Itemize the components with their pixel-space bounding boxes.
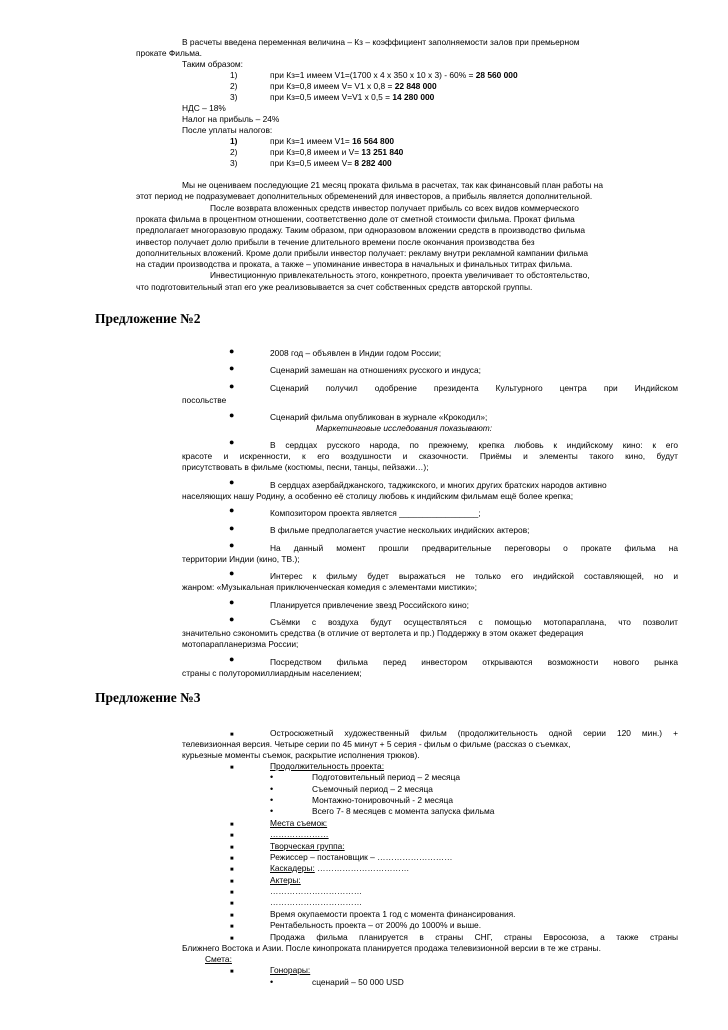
calc-item-num: 2): [230, 81, 238, 91]
bullet-icon: •: [270, 784, 274, 794]
places-heading: Места съемок:: [270, 818, 328, 828]
para-2-line-6: на стадии производства и проката, а также – упоминание инвестора в начальных и финальных титрах фильма.: [136, 259, 573, 269]
square-bullet-icon: ■: [230, 856, 234, 862]
bullet-icon: ●: [229, 363, 235, 373]
square-bullet-icon: ■: [230, 867, 234, 873]
bullet-icon: ●: [229, 505, 235, 515]
bullet-icon: ●: [229, 381, 235, 391]
proposal-2-heading: Предложение №2: [95, 311, 201, 326]
bullet-icon: ●: [229, 540, 235, 550]
after-item-num: 2): [230, 147, 238, 157]
proposal-2-item: Планируется привлечение звезд Российского кино;: [270, 600, 469, 610]
proposal-2-item-cont: мотопарапланеризма России;: [182, 639, 299, 649]
calc-item: при Кз=0,8 имеем V= V1 х 0,8 = 22 848 000: [270, 81, 437, 91]
after-item: при Кз=0,5 имеем V= 8 282 400: [270, 158, 392, 168]
square-bullet-icon: ■: [230, 822, 234, 828]
crew-director: Режиссер – постановщик – ………………………: [270, 852, 453, 862]
proposal-2-item: Посредством фильма перед инвестором открываются возможности нового рынка: [270, 657, 678, 667]
square-bullet-icon: ■: [230, 845, 234, 851]
crew-actors: Актеры:: [270, 875, 301, 885]
sale-line-cont: Ближнего Востока и Азии. После кинопроката планируется продажа телевизионной версии в те же страны.: [182, 943, 601, 953]
sale-line: Продажа фильма планируется в страны СНГ, страны Евросоюза, а также страны: [270, 932, 678, 942]
calc-item: при Кз=1 имеем V1=(1700 х 4 х 350 х 10 х 3) - 60% = 28 560 000: [270, 70, 518, 80]
proposal-2-item-cont: населяющих нашу Родину, а особенно её столицу любовь к индийским фильмам ещё более крепка;: [182, 491, 574, 501]
para-3-line-2: что подготовительный этап его уже реализовывается за счет собственных средств авторской группы.: [136, 282, 533, 292]
duration-item: Подготовительный период – 2 месяца: [312, 772, 461, 782]
crew-heading: Творческая группа:: [270, 841, 345, 851]
proposal-2-item: На данный момент прошли предварительные переговоры о прокате фильма на: [270, 543, 678, 553]
square-bullet-icon: ■: [230, 732, 234, 738]
calc-intro-cont: прокате Фильма.: [136, 48, 202, 58]
bullet-icon: ●: [229, 614, 235, 624]
after-item: при Кз=1 имеем V1= 16 564 800: [270, 136, 395, 146]
budget-heading: Смета:: [205, 954, 232, 964]
bullet-icon: ●: [229, 568, 235, 578]
square-bullet-icon: ■: [230, 765, 234, 771]
proposal-2-item: 2008 год – объявлен в Индии годом России;: [270, 348, 442, 358]
para-2-line-4: инвестор получает долю прибыли в течение длительного времени после окончания производства без: [136, 237, 535, 247]
square-bullet-icon: ■: [230, 936, 234, 942]
proposal-2-item: Композитором проекта является _________________;: [270, 508, 481, 518]
bullet-icon: ●: [229, 523, 235, 533]
after-tax-line: После уплаты налогов:: [182, 125, 273, 135]
duration-item: Съемочный период – 2 месяца: [312, 784, 433, 794]
crew-actor-placeholder: ……………………………: [270, 897, 363, 907]
proposal-2-item-cont: территории Индии (кино, ТВ.);: [182, 554, 300, 564]
bullet-icon: •: [270, 806, 274, 816]
proposal-2-item: Интерес к фильму будет выражаться не только его индийской составляющей, но и: [270, 571, 678, 581]
bullet-icon: ●: [229, 597, 235, 607]
crew-actor-placeholder: ……………………………: [270, 886, 363, 896]
proposal-2-item: Сценарий замешан на отношениях русского и индуса;: [270, 365, 481, 375]
proposal-2-item: Сценарий получил одобрение президента Культурного центра при Индийском: [270, 383, 678, 393]
proposal-2-item-cont: значительно сэкономить средства (в отличие от вертолета и пр.) Поддержку в этом окажет федерация: [182, 628, 584, 638]
para-3-line-1: Инвестиционную привлекательность этого, конкретного, проекта увеличивает то обстоятельство,: [210, 270, 590, 280]
bullet-icon: ●: [229, 477, 235, 487]
proposal-2-item: Сценарий фильма опубликован в журнале «Крокодил»;: [270, 412, 488, 422]
marketing-note: Маркетинговые исследования показывают:: [316, 423, 493, 433]
proposal-2-item: Съёмки с воздуха будут осуществляться с помощью мотопараплана, что позволит: [270, 617, 678, 627]
bullet-icon: ●: [229, 410, 235, 420]
places-value: …………………: [270, 829, 329, 839]
calc-item-num: 1): [230, 70, 238, 80]
bullet-icon: •: [270, 795, 274, 805]
bullet-icon: •: [270, 977, 274, 987]
square-bullet-icon: ■: [230, 913, 234, 919]
calc-intro: В расчеты введена переменная величина – Кз – коэффициент заполняемости залов при премьерном: [182, 37, 580, 47]
square-bullet-icon: ■: [230, 969, 234, 975]
calc-item: при Кз=0,5 имеем V=V1 х 0,5 = 14 280 000: [270, 92, 435, 102]
proposal-2-item-cont: красоте и искренности, к его воздушности и сказочности. Приёмы и элементы такого кино, будут: [182, 451, 678, 461]
proposal-3-item-cont: телевизионная версия. Четыре серии по 45 минут + 5 серия - фильм о фильме (рассказ о съемках,: [182, 739, 571, 749]
para-2-line-1: После возврата вложенных средств инвестор получает прибыль со всех видов коммерческого: [210, 203, 579, 213]
para-1-line-2: этот период не подразумевает дополнительных обременений для инвесторов, а прибыль является дополнительной.: [136, 191, 593, 201]
square-bullet-icon: ■: [230, 890, 234, 896]
proposal-2-item-cont: страны с полуторомиллиардным населением;: [182, 668, 362, 678]
profitability-line: Рентабельность проекта – от 200% до 1000% и выше.: [270, 920, 482, 930]
para-1-line-1: Мы не оцениваем последующие 21 месяц проката фильма в расчетах, так как финансовый план работы на: [182, 180, 604, 190]
proposal-2-item-cont: посольстве: [182, 395, 227, 405]
bullet-icon: ●: [229, 654, 235, 664]
payback-line: Время окупаемости проекта 1 год с момента финансирования.: [270, 909, 516, 919]
fees-heading: Гонорары:: [270, 965, 311, 975]
proposal-3-heading: Предложение №3: [95, 690, 201, 705]
profit-tax-line: Налог на прибыль – 24%: [182, 114, 280, 124]
after-item-num: 3): [230, 158, 238, 168]
bullet-icon: ●: [229, 437, 235, 447]
script-fee-line: сценарий – 50 000 USD: [312, 977, 404, 987]
proposal-3-item: Остросюжетный художественный фильм (продолжительность одной серии 120 мин.) +: [270, 728, 678, 738]
para-2-line-3: предполагает многоразовую продажу. Таким образом, при одноразовом вложении средств в производство фильма: [136, 225, 586, 235]
after-item-num: 1): [230, 136, 238, 146]
proposal-2-item: В фильме предполагается участие нескольких индийских актеров;: [270, 525, 530, 535]
proposal-3-item-cont: курьезные моменты съемок, раскрытие исполнения трюков).: [182, 750, 420, 760]
para-2-line-5: дополнительных вложений. Кроме доли прибыли инвестор получает: рекламу внутри рекламной кампании фильма: [136, 248, 589, 258]
duration-heading: Продолжительность проекта:: [270, 761, 385, 771]
square-bullet-icon: ■: [230, 833, 234, 839]
square-bullet-icon: ■: [230, 901, 234, 907]
proposal-2-item: В сердцах русского народа, по прежнему, крепка любовь к индийскому кино: к его: [270, 440, 678, 450]
proposal-2-item: В сердцах азербайджанского, таджикского, и многих других братских народов активно: [270, 480, 607, 490]
proposal-2-item-cont: присутствовать в фильме (костюмы, песни, танцы, пейзажи…);: [182, 462, 429, 472]
vat-line: НДС – 18%: [182, 103, 226, 113]
calc-thus: Таким образом:: [182, 59, 243, 69]
proposal-2-item-cont: жанром: «Музыкальная приключенческая комедия с элементами мистики»;: [182, 582, 478, 592]
duration-item: Всего 7- 8 месяцев с момента запуска фильма: [312, 806, 495, 816]
square-bullet-icon: ■: [230, 924, 234, 930]
crew-stunts: Каскадеры: ……………………………: [270, 863, 410, 873]
duration-item: Монтажно-тонировочный - 2 месяца: [312, 795, 453, 805]
square-bullet-icon: ■: [230, 879, 234, 885]
bullet-icon: •: [270, 772, 274, 782]
after-item: при Кз=0,8 имеем и V= 13 251 840: [270, 147, 404, 157]
bullet-icon: ●: [229, 346, 235, 356]
para-2-line-2: проката фильма в процентном отношении, соответственно доле от сметной стоимости фильма. Прокат фильма: [136, 214, 575, 224]
calc-item-num: 3): [230, 92, 238, 102]
